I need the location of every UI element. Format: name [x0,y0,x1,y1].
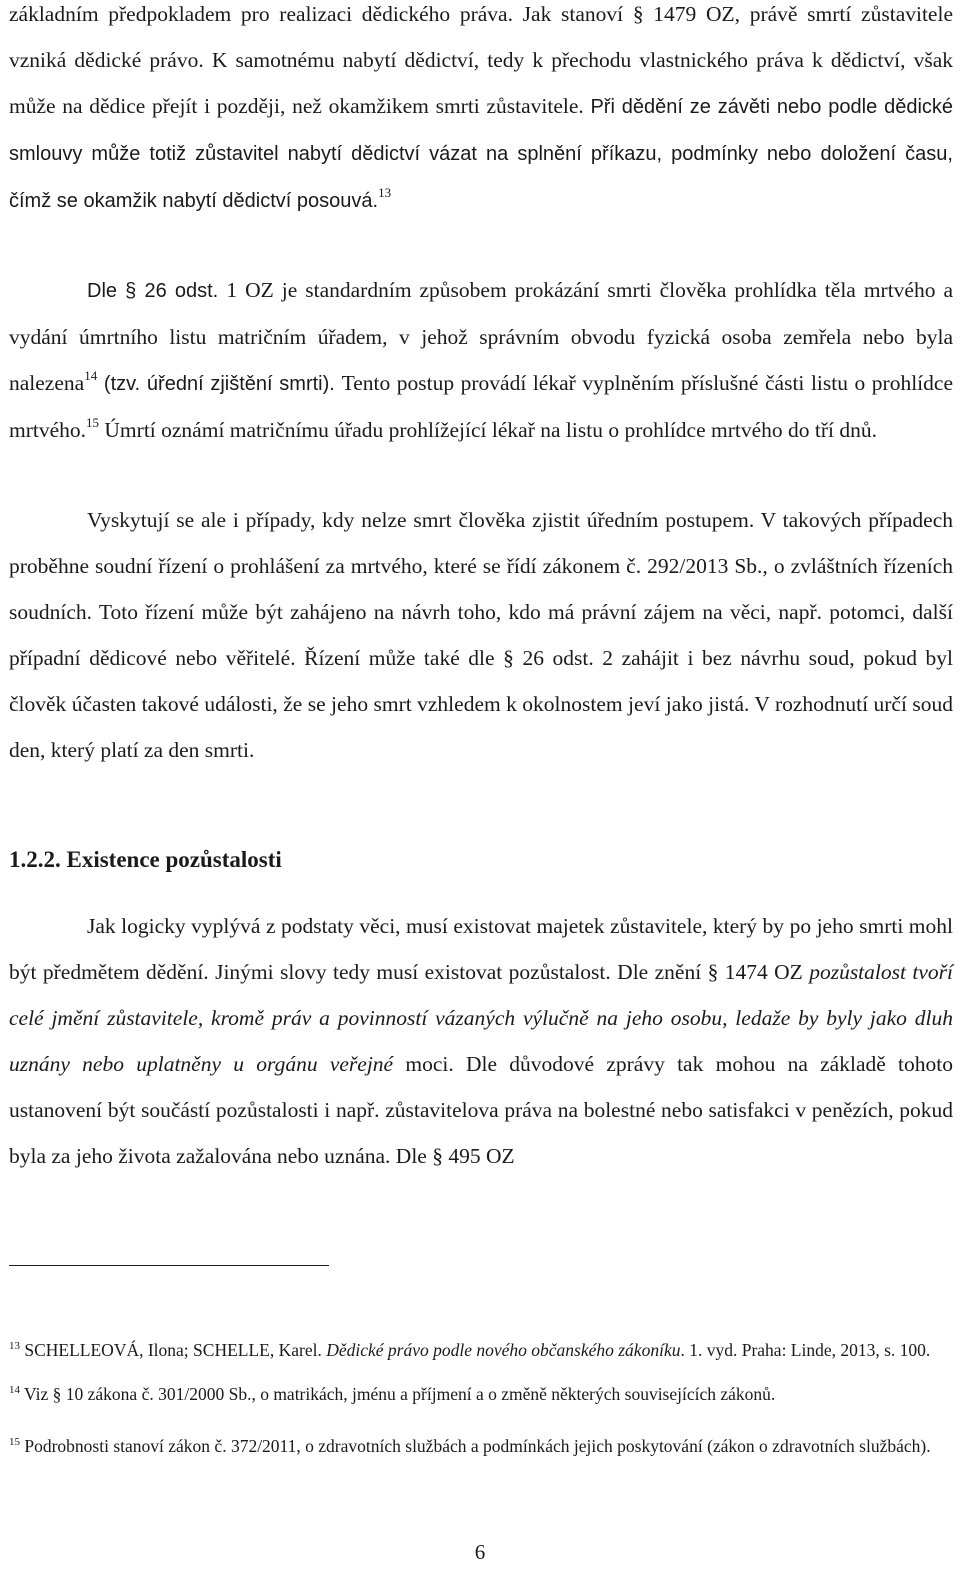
footnote-text: SCHELLEOVÁ, Ilona; SCHELLE, Karel. [20,1340,327,1360]
paragraph-4-text-a: Jak logicky vyplývá z podstaty věci, musí existovat majetek zůstavitele, který by po jeho smrti mohl být předmětem dědění. Jinými slovy tedy musí existovat pozůstalost. Dle znění § 1474 OZ [9,914,953,984]
footnote-ref-13: 13 [378,185,392,200]
footnote-text: Podrobnosti stanoví zákon č. 372/2011, o zdravotních službách a podmínkách jejich poskytování (zákon o zdravotních službách). [20,1436,931,1456]
paragraph-1-text-b: Při dědění ze závěti nebo podle dědické smlouvy může totiž zůstavitel nabytí dědictví vázat na splnění příkazu, podmínky nebo doložení času, čímž se okamžik nabytí dědictví posouvá. [9,96,954,212]
paragraph-2-text-c: (tzv. úřední zjištění smrti). [97,373,342,395]
footnote-ref-15: 15 [86,415,100,430]
footnote-title: Dědické právo podle nového občanského zákoníku [326,1340,681,1360]
footnote-text-end: . 1. vyd. Praha: Linde, 2013, s. 100. [680,1340,931,1360]
footnote-13 [9,1340,949,1361]
paragraph-3 [9,497,953,773]
footnote-number: 14 [9,1384,20,1396]
page-number: 6 [474,1540,486,1564]
footnote-ref-14: 14 [84,368,98,383]
footnote-15 [9,1436,949,1457]
footnote-number: 15 [9,1436,20,1448]
paragraph-3-text-a: Vyskytují se ale i případy, kdy nelze smrt člověka zjistit úředním postupem. V takových případech proběhne soudní řízení o prohlášení za mrtvého, které se řídí zákonem č. 292/2013 Sb., o zvláštních řízeních soudních. [9,508,953,624]
footnote-separator [9,1265,329,1266]
paragraph-2-text-d: Tento postup provádí lékař vyplněním příslušné části listu o prohlídce mrtvého. [9,371,953,442]
paragraph-4 [9,903,953,1179]
paragraph-1 [9,0,953,224]
paragraph-2 [9,267,953,453]
footnote-14 [9,1384,949,1405]
footnote-number: 13 [9,1340,20,1352]
paragraph-2-text-a: Dle § 26 odst. [87,280,227,302]
paragraph-3-text-b: Toto řízení může být zahájeno na návrh toho, kdo má právní zájem na věci, např. potomci, další případní dědicové nebo věřitelé. Řízení může také dle § 26 odst. 2 zahájit i bez návrhu soud, pokud byl člověk účasten takové události, že se jeho smrt vzhledem k okolnostem jeví jako jistá. V rozhodnutí určí soud den, který platí za den smrti. [9,600,953,762]
paragraph-1-text-a: základním předpokladem pro realizaci dědického práva. Jak stanoví § 1479 OZ, právě smrtí zůstavitele vzniká dědické právo. K samotnému nabytí dědictví, tedy k přechodu vlastnického práva k dědictví, však může na dědice přejít i později, než okamžikem smrti zůstavitele. [9,2,953,118]
paragraph-2-text-e: Úmrtí oznámí matričnímu úřadu prohlížející lékař na listu o prohlídce mrtvého do tří dnů. [99,418,878,442]
footnote-text: Viz § 10 zákona č. 301/2000 Sb., o matrikách, jménu a příjmení a o změně některých souvisejících zákonů. [20,1384,776,1404]
section-heading: 1.2.2. Existence pozůstalosti [9,847,282,872]
paragraph-4-text-b: moci. Dle důvodové zprávy tak mohou na základě tohoto ustanovení být součástí pozůstalosti i např. zůstavitelova práva na bolestné nebo satisfakci v penězích, pokud byla za jeho života zažalována nebo uznána. Dle § 495 OZ [9,1052,953,1168]
paragraph-4-quote: pozůstalost tvoří celé jmění zůstavitele, kromě práv a povinností vázaných výlučně na jeho osobu, ledaže by byly jako dluh uznány nebo uplatněny u orgánu veřejné [9,960,953,1076]
paragraph-2-text-b: 1 OZ je standardním způsobem prokázání smrti člověka prohlídka těla mrtvého a vydání úmrtního listu matričním úřadem, v jehož správním obvodu fyzická osoba zemřela nebo byla nalezena [9,278,953,395]
